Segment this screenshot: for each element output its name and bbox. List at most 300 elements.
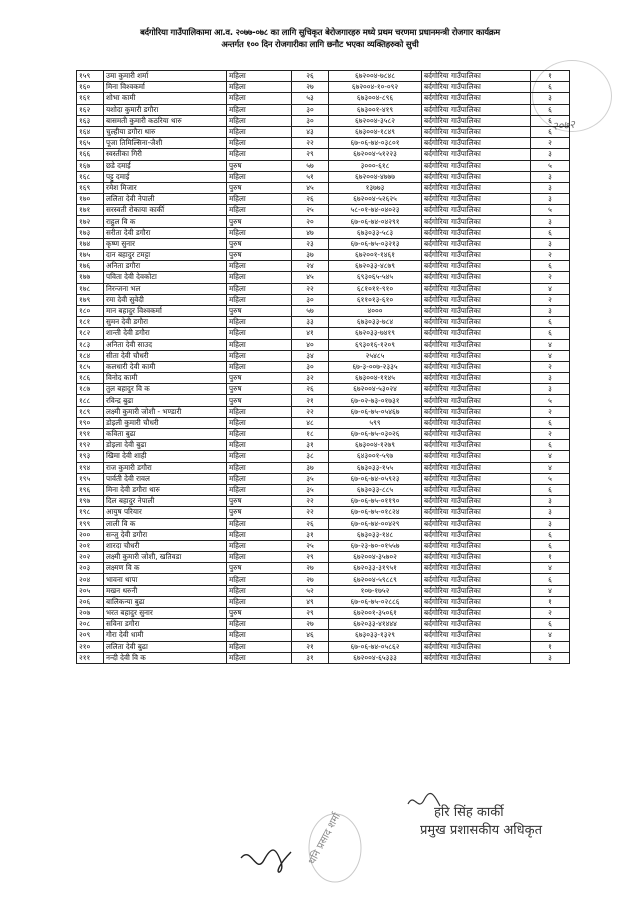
name-cell: भरत बहादुर सुनार [104,608,227,619]
ward-cell: ३ [531,238,570,249]
age-cell: २५ [292,540,329,551]
office-cell: बर्दगोरिया गाउँपालिका [422,574,531,585]
table-row [77,339,570,350]
account-number-cell: ६७३०३३-७८४ [329,317,422,328]
serial-number-cell: २०८ [77,619,104,630]
serial-number-cell: १९३ [77,451,104,462]
ward-cell: ४ [531,585,570,596]
account-number-cell: ६७२००१-३५०६१ [329,608,422,619]
serial-number-cell: १९८ [77,507,104,518]
office-cell: बर्दगोरिया गाउँपालिका [422,305,531,316]
gender-cell: पुरुष [227,608,292,619]
name-cell: सुमन देवी डगौरा [104,317,227,328]
table-row [77,250,570,261]
serial-number-cell: २०५ [77,585,104,596]
name-cell: नन्दी देवी वि क [104,652,227,663]
office-cell: बर्दगोरिया गाउँपालिका [422,484,531,495]
age-cell: ४१ [292,328,329,339]
gender-cell: महिला [227,574,292,585]
gender-cell: महिला [227,630,292,641]
age-cell: २९ [292,608,329,619]
gender-cell: महिला [227,406,292,417]
account-number-cell: ६७३०३३-१४८ [329,529,422,540]
ward-cell: ३ [531,496,570,507]
table-row [77,585,570,596]
age-cell: ४९ [292,596,329,607]
serial-number-cell: १६० [77,82,104,93]
office-cell: बर्दगोरिया गाउँपालिका [422,540,531,551]
table-row [77,529,570,540]
age-cell: ५२ [292,585,329,596]
table-row [77,473,570,484]
officer-name: हरि सिंह कार्की [434,805,504,820]
age-cell: ३७ [292,462,329,473]
name-cell: मिना देवी डगौरा थारु [104,484,227,495]
table-row [77,227,570,238]
account-number-cell: ६७३००४-८९६ [329,93,422,104]
gender-cell: महिला [227,82,292,93]
account-number-cell: ६९३०६५-५४५ [329,272,422,283]
name-cell: लाली वि क [104,518,227,529]
age-cell: २६ [292,71,329,82]
name-cell: शान्ती देवी डगौरा [104,328,227,339]
serial-number-cell: १७६ [77,261,104,272]
account-number-cell: ६७३०३३-८८५ [329,484,422,495]
table-row [77,71,570,82]
office-cell: बर्दगोरिया गाउँपालिका [422,205,531,216]
account-number-cell: ६७२००४-७८४८ [329,71,422,82]
name-cell: बालिकन्या बुढा [104,596,227,607]
table-row [77,238,570,249]
table-row [77,540,570,551]
office-cell: बर्दगोरिया गाउँपालिका [422,126,531,137]
ward-cell: ६ [531,104,570,115]
office-cell: बर्दगोरिया गाउँपालिका [422,608,531,619]
account-number-cell: १३७७३ [329,182,422,193]
name-cell: रमा देवी सुवेदी [104,294,227,305]
name-cell: मखन थरुनी [104,585,227,596]
gender-cell: महिला [227,261,292,272]
serial-number-cell: १८७ [77,384,104,395]
name-cell: विनोद कामी [104,373,227,384]
serial-number-cell: १९२ [77,440,104,451]
office-cell: बर्दगोरिया गाउँपालिका [422,272,531,283]
title-line-2: अन्तर्गत १०० दिन रोजगारीका लागि छनौट भएका व्यक्तिहरुको सुची [221,39,419,49]
age-cell: २१ [292,395,329,406]
table-row [77,451,570,462]
table-row [77,205,570,216]
serial-number-cell: १६२ [77,104,104,115]
name-cell: कृष्ण सुनार [104,238,227,249]
gender-cell: महिला [227,149,292,160]
name-cell: गौरा देवी धामी [104,630,227,641]
age-cell: २२ [292,283,329,294]
name-cell: सीता देवी चौधरी [104,350,227,361]
gender-cell: महिला [227,194,292,205]
table-row [77,395,570,406]
account-number-cell: ५८-०१-७४-०४०२३ [329,205,422,216]
gender-cell: महिला [227,417,292,428]
age-cell: ५७ [292,160,329,171]
name-cell: सन्जु देवी डगौरा [104,529,227,540]
gender-cell: महिला [227,429,292,440]
serial-number-cell: १८८ [77,395,104,406]
office-cell: बर्दगोरिया गाउँपालिका [422,294,531,305]
account-number-cell: ६७२००१-१४६१ [329,250,422,261]
account-number-cell: ६४३००१-५९७ [329,451,422,462]
gender-cell: पुरुष [227,373,292,384]
table-row [77,82,570,93]
gender-cell: पुरुष [227,384,292,395]
table-row [77,518,570,529]
table-row [77,552,570,563]
serial-number-cell: १७० [77,194,104,205]
serial-number-cell: १६६ [77,149,104,160]
age-cell: ३८ [292,451,329,462]
serial-number-cell: १९९ [77,518,104,529]
ward-cell: ३ [531,149,570,160]
account-number-cell: १०७-१७५२ [329,585,422,596]
ward-cell: २ [531,272,570,283]
gender-cell: महिला [227,484,292,495]
age-cell: ५७ [292,305,329,316]
table-row [77,496,570,507]
age-cell: ३५ [292,473,329,484]
serial-number-cell: १८२ [77,328,104,339]
office-cell: बर्दगोरिया गाउँपालिका [422,71,531,82]
ward-cell: ५ [531,473,570,484]
account-number-cell: ६७-२३-७०-०१५५७ [329,540,422,551]
office-cell: बर्दगोरिया गाउँपालिका [422,328,531,339]
gender-cell: पुरुष [227,395,292,406]
name-cell: यशोदा कुमारी डगौरा [104,104,227,115]
gender-cell: पुरुष [227,507,292,518]
gender-cell: महिला [227,328,292,339]
ward-cell: ६ [531,82,570,93]
serial-number-cell: २०१ [77,540,104,551]
gender-cell: पुरुष [227,160,292,171]
ward-cell: २ [531,138,570,149]
name-cell: मिना विश्वकर्मा [104,82,227,93]
gender-cell: महिला [227,552,292,563]
ward-cell: ५ [531,395,570,406]
ward-cell: ६ [531,484,570,495]
ward-cell: ६ [531,261,570,272]
ward-cell: ३ [531,171,570,182]
gender-cell: महिला [227,440,292,451]
ward-cell: ४ [531,563,570,574]
serial-number-cell: १९४ [77,462,104,473]
name-cell: लक्ष्मी कुमारी जोशी - भण्डारी [104,406,227,417]
age-cell: ३० [292,361,329,372]
name-cell: उमा कुमारी शर्मा [104,71,227,82]
account-number-cell: ६७२०३३-७४१९ [329,328,422,339]
ward-cell: २ [531,406,570,417]
serial-number-cell: १६३ [77,115,104,126]
account-number-cell: ६७२००४-६५३३३ [329,652,422,663]
age-cell: २० [292,216,329,227]
table-row [77,93,570,104]
age-cell: २६ [292,518,329,529]
name-cell: सविना डगौरा [104,619,227,630]
name-cell: रविन्द्र बुढा [104,395,227,406]
office-cell: बर्दगोरिया गाउँपालिका [422,216,531,227]
officer-signature-block [400,790,600,850]
serial-number-cell: १६७ [77,160,104,171]
age-cell: ४५ [292,272,329,283]
gender-cell: महिला [227,272,292,283]
ward-cell: १ [531,552,570,563]
age-cell: २६ [292,384,329,395]
age-cell: २९ [292,149,329,160]
age-cell: २७ [292,563,329,574]
office-cell: बर्दगोरिया गाउँपालिका [422,507,531,518]
ward-cell: ६ [531,126,570,137]
ward-cell: ३ [531,518,570,529]
table-row [77,283,570,294]
serial-number-cell: २०६ [77,596,104,607]
age-cell: ४८ [292,417,329,428]
account-number-cell: ६७२०३३-४८७९ [329,261,422,272]
gender-cell: महिला [227,126,292,137]
stamp-year: २०७२ [551,117,576,134]
gender-cell: महिला [227,138,292,149]
serial-number-cell: २०४ [77,574,104,585]
serial-number-cell: १८३ [77,339,104,350]
gender-cell: पुरुष [227,563,292,574]
name-cell: ललिता देवी बुढा [104,641,227,652]
name-cell: दान बहादुर टमट्टा [104,250,227,261]
name-cell: डोइली कुमारी चौधरी [104,417,227,428]
serial-number-cell: २१० [77,641,104,652]
serial-number-cell: १७२ [77,216,104,227]
office-cell: बर्दगोरिया गाउँपालिका [422,238,531,249]
table-row [77,384,570,395]
gender-cell: पुरुष [227,182,292,193]
name-cell: पूजा तिमिल्सिना-जैशी [104,138,227,149]
office-cell: बर्दगोरिया गाउँपालिका [422,585,531,596]
serial-number-cell: १६१ [77,93,104,104]
account-number-cell: ६७३०३३-१३२९ [329,630,422,641]
name-cell: पट्टु दमाई [104,171,227,182]
gender-cell: महिला [227,518,292,529]
office-cell: बर्दगोरिया गाउँपालिका [422,373,531,384]
age-cell: ३५ [292,484,329,495]
name-cell: बासमती कुमारी कठरिया थारु [104,115,227,126]
age-cell: २३ [292,238,329,249]
office-cell: बर्दगोरिया गाउँपालिका [422,339,531,350]
account-number-cell: ६७-०६-७४-०४२९१ [329,216,422,227]
officer-title: प्रमुख प्रशासकीय अधिकृत [420,823,543,838]
office-cell: बर्दगोरिया गाउँपालिका [422,361,531,372]
name-cell: पार्वती देवी रावल [104,473,227,484]
ward-cell: ४ [531,630,570,641]
serial-number-cell: १८५ [77,361,104,372]
table-row [77,596,570,607]
serial-number-cell: १६५ [77,138,104,149]
office-cell: बर्दगोरिया गाउँपालिका [422,518,531,529]
table-row [77,417,570,428]
name-cell: कलधारी देवी कामी [104,361,227,372]
serial-number-cell: २०७ [77,608,104,619]
name-cell: सरीता देवी डगौरा [104,227,227,238]
office-cell: बर्दगोरिया गाउँपालिका [422,619,531,630]
account-number-cell: ३०००-६१८ [329,160,422,171]
table-row [77,194,570,205]
gender-cell: पुरुष [227,238,292,249]
office-cell: बर्दगोरिया गाउँपालिका [422,395,531,406]
name-cell: राज कुमारी डगौरा [104,462,227,473]
office-cell: बर्दगोरिया गाउँपालिका [422,473,531,484]
table-row [77,317,570,328]
gender-cell: महिला [227,227,292,238]
ward-cell: ३ [531,93,570,104]
name-cell: दिल बहादुर नेपाली [104,496,227,507]
ward-cell: ४ [531,350,570,361]
ward-cell: ६ [531,115,570,126]
ward-cell: ६ [531,529,570,540]
office-cell: बर्दगोरिया गाउँपालिका [422,317,531,328]
gender-cell: पुरुष [227,216,292,227]
office-cell: बर्दगोरिया गाउँपालिका [422,227,531,238]
name-cell: पविता देवी देवकोटा [104,272,227,283]
table-row [77,619,570,630]
table-row [77,305,570,316]
account-number-cell: ६७२०३३-३१९५१ [329,563,422,574]
beneficiary-table [76,70,570,664]
name-cell: लक्ष्मी कुमारी जोशी, खतिवडा [104,552,227,563]
age-cell: १८ [292,429,329,440]
table-row [77,406,570,417]
table-row [77,429,570,440]
serial-number-cell: १९१ [77,429,104,440]
age-cell: २७ [292,619,329,630]
age-cell: ४० [292,339,329,350]
gender-cell: पुरुष [227,305,292,316]
ward-cell: १ [531,596,570,607]
serial-number-cell: १८४ [77,350,104,361]
ward-cell: ४ [531,339,570,350]
account-number-cell: ६७-०६-७५-०३२१३ [329,238,422,249]
table-row [77,171,570,182]
office-cell: बर्दगोरिया गाउँपालिका [422,529,531,540]
account-number-cell: ६११०१३-६१० [329,294,422,305]
name-cell: चुल्हीया डगौरा थारु [104,126,227,137]
office-cell: बर्दगोरिया गाउँपालिका [422,149,531,160]
office-cell: बर्दगोरिया गाउँपालिका [422,596,531,607]
gender-cell: महिला [227,205,292,216]
age-cell: २९ [292,552,329,563]
gender-cell: महिला [227,596,292,607]
gender-cell: महिला [227,361,292,372]
ward-cell: ३ [531,652,570,663]
office-cell: बर्दगोरिया गाउँपालिका [422,104,531,115]
name-cell: तुल बहादुर वि क [104,384,227,395]
account-number-cell: ६७२००४-५२६२५ [329,194,422,205]
table-row [77,138,570,149]
name-cell: कविता बुढा [104,429,227,440]
table-row [77,484,570,495]
table-row [77,149,570,160]
table-row [77,126,570,137]
account-number-cell: ६८१०११-९१० [329,283,422,294]
table-row [77,574,570,585]
ward-cell: २ [531,361,570,372]
ward-cell: ६ [531,227,570,238]
office-cell: बर्दगोरिया गाउँपालिका [422,194,531,205]
beneficiary-table-body [77,71,570,664]
page-title [70,26,570,50]
gender-cell: महिला [227,283,292,294]
name-cell: शारदा चौधरी [104,540,227,551]
serial-number-cell: १७१ [77,205,104,216]
age-cell: ४५ [292,182,329,193]
serial-number-cell: १९७ [77,496,104,507]
ward-cell: ६ [531,417,570,428]
serial-number-cell: १८९ [77,406,104,417]
account-number-cell: ६७-०६-७४-०५८६२ [329,641,422,652]
account-number-cell: ६७३००४-१२७९ [329,440,422,451]
name-cell: छडे दमाई [104,160,227,171]
account-number-cell: ६७३०३३-१५५ [329,462,422,473]
ward-cell: ६ [531,619,570,630]
account-number-cell: ६७-०६-७४-०५९२३ [329,473,422,484]
account-number-cell: ६७-०६-७५-०५४६७ [329,406,422,417]
serial-number-cell: १९५ [77,473,104,484]
office-cell: बर्दगोरिया गाउँपालिका [422,115,531,126]
office-cell: बर्दगोरिया गाउँपालिका [422,496,531,507]
office-cell: बर्दगोरिया गाउँपालिका [422,261,531,272]
office-cell: बर्दगोरिया गाउँपालिका [422,283,531,294]
table-row [77,608,570,619]
age-cell: २२ [292,138,329,149]
name-cell: राहुल वि क [104,216,227,227]
account-number-cell: ६७२०३३-४१४४४ [329,619,422,630]
office-cell: बर्दगोरिया गाउँपालिका [422,138,531,149]
name-cell: आयुष परियार [104,507,227,518]
account-number-cell: ६७३००१-४१९ [329,104,422,115]
serial-number-cell: २०३ [77,563,104,574]
name-cell: अनिता डगौरा [104,261,227,272]
name-cell: डोइला देवी बुढा [104,440,227,451]
office-cell: बर्दगोरिया गाउँपालिका [422,440,531,451]
office-cell: बर्दगोरिया गाउँपालिका [422,451,531,462]
name-cell: अनिता देवी साउद [104,339,227,350]
name-cell: लक्ष्मण वि क [104,563,227,574]
table-row [77,373,570,384]
ward-cell: ४ [531,462,570,473]
age-cell: ३१ [292,652,329,663]
name-cell: निरन्जना भल [104,283,227,294]
account-number-cell: ६७२००४-५९८८९ [329,574,422,585]
account-number-cell: ६७२००४-३५७०२ [329,552,422,563]
age-cell: ५३ [292,93,329,104]
office-cell: बर्दगोरिया गाउँपालिका [422,82,531,93]
table-row [77,350,570,361]
office-cell: बर्दगोरिया गाउँपालिका [422,641,531,652]
name-cell: खिमा देवी शाही [104,451,227,462]
account-number-cell: २५४८५ [329,350,422,361]
gender-cell: महिला [227,93,292,104]
table-row [77,115,570,126]
office-cell: बर्दगोरिया गाउँपालिका [422,250,531,261]
ward-cell: ५ [531,205,570,216]
office-cell: बर्दगोरिया गाउँपालिका [422,462,531,473]
serial-number-cell: १७३ [77,227,104,238]
name-cell: रमेश मिजार [104,182,227,193]
serial-number-cell: २०९ [77,630,104,641]
gender-cell: महिला [227,473,292,484]
